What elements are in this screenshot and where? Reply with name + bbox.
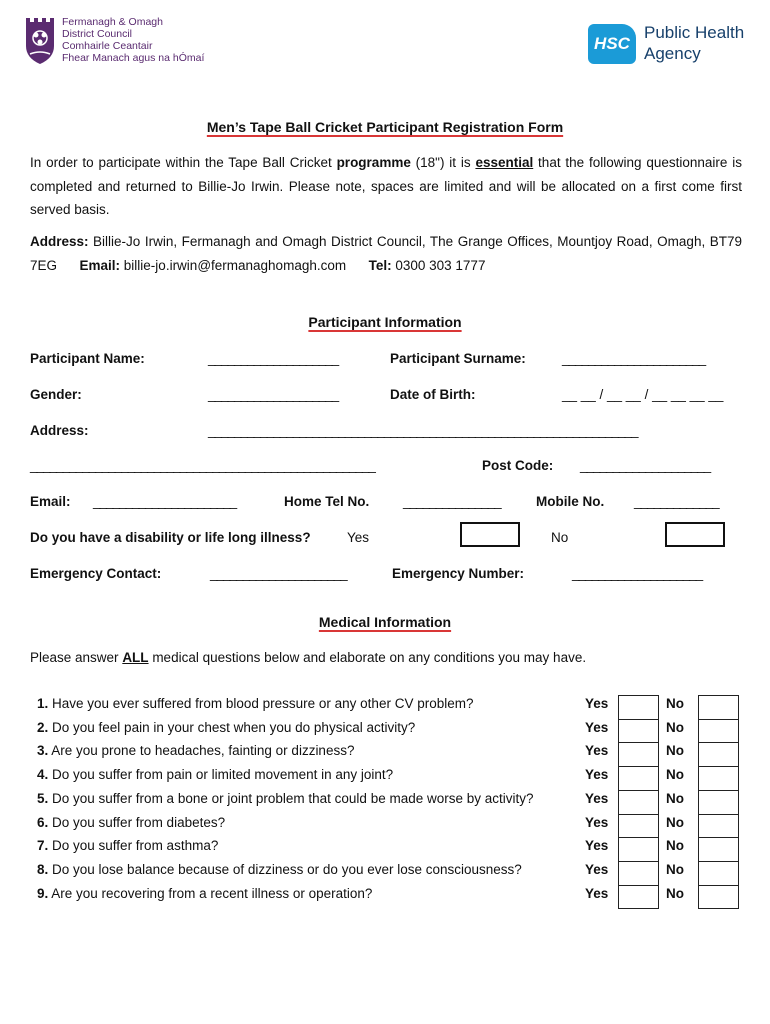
question-number: 9. <box>37 885 49 901</box>
council-name-line: Comhairle Ceantair <box>62 40 153 52</box>
medical-instr-text: Please answer <box>30 650 123 665</box>
intro-essential: essential <box>475 155 534 170</box>
answer-cell-divider <box>618 790 659 791</box>
question-yes-label: Yes <box>585 885 609 901</box>
hsc-logo <box>588 22 748 68</box>
question-no-label: No <box>666 790 684 806</box>
question-no-label: No <box>666 885 684 901</box>
participant-surname-label: Participant Surname: <box>390 351 526 366</box>
contact-paragraph <box>30 230 742 277</box>
medical-question-row <box>37 763 393 787</box>
disability-yes-label: Yes <box>347 530 370 545</box>
question-yes-label: Yes <box>585 767 609 783</box>
medical-question-row <box>37 787 534 811</box>
council-crest-icon <box>24 16 56 66</box>
postcode-field[interactable]: ____________________ <box>580 458 711 473</box>
question-no-label: No <box>666 861 684 877</box>
question-text: Do you suffer from a bone or joint problem that could be made worse by activity? <box>48 790 534 806</box>
contact-email[interactable]: billie-jo.irwin@fermanaghomagh.com <box>120 257 347 273</box>
question-number: 5. <box>37 790 49 806</box>
question-text: Do you suffer from diabetes? <box>48 814 226 830</box>
contact-address-label: Address: <box>30 234 89 249</box>
question-text: Are you prone to headaches, fainting or dizziness? <box>48 743 355 759</box>
question-number: 6. <box>37 814 49 830</box>
question-no-label: No <box>666 767 684 783</box>
participant-name-label: Participant Name: <box>30 351 145 366</box>
participant-heading: Participant Information <box>308 314 462 330</box>
answer-cell-divider <box>618 742 659 743</box>
participant-surname-field[interactable]: ______________________ <box>562 351 706 366</box>
hsc-name-line: Public Health <box>644 23 745 42</box>
disability-yes-checkbox[interactable] <box>460 522 520 547</box>
email-field[interactable]: ______________________ <box>93 494 237 509</box>
emergency-contact-label: Emergency Contact: <box>30 566 162 581</box>
answer-cell-divider <box>698 861 739 862</box>
question-number: 1. <box>37 696 49 711</box>
question-yes-label: Yes <box>585 719 609 735</box>
disability-no-label: No <box>551 530 569 545</box>
question-no-label: No <box>666 719 684 735</box>
answer-cell-divider <box>698 837 739 838</box>
intro-text: In order to participate within the Tape Ball Cricket <box>30 155 337 170</box>
disability-label: Do you have a disability or life long illness? <box>30 530 311 545</box>
emergency-number-field[interactable]: ____________________ <box>572 566 703 581</box>
medical-question-row <box>37 834 218 858</box>
answer-cell-divider <box>618 814 659 815</box>
question-yes-label: Yes <box>585 838 609 854</box>
council-name-line: Fhear Manach agus na hÓmaí <box>62 52 205 64</box>
dob-label: Date of Birth: <box>390 387 476 402</box>
medical-question-row <box>37 739 354 763</box>
no-answer-column[interactable] <box>698 695 739 909</box>
yes-answer-column[interactable] <box>618 695 659 909</box>
question-text: Have you ever suffered from blood pressure or any other CV problem? <box>48 696 474 711</box>
council-name-line: Fermanagh & Omagh <box>62 16 163 28</box>
mobile-label: Mobile No. <box>536 494 605 509</box>
question-text: Do you lose balance because of dizziness or do you ever lose consciousness? <box>48 861 522 877</box>
council-logo <box>24 16 205 68</box>
gender-field[interactable]: ____________________ <box>208 387 339 402</box>
answer-cell-divider <box>618 885 659 886</box>
answer-cell-divider <box>698 766 739 767</box>
medical-instr-text: medical questions below and elaborate on any conditions you may have. <box>148 650 587 665</box>
question-number: 8. <box>37 861 49 877</box>
emergency-number-label: Emergency Number: <box>392 566 525 581</box>
answer-cell-divider <box>698 719 739 720</box>
form-title: Men’s Tape Ball Cricket Participant Registration Form <box>206 119 564 135</box>
answer-cell-divider <box>698 885 739 886</box>
postcode-label: Post Code: <box>482 458 554 473</box>
answer-cell-divider <box>698 742 739 743</box>
medical-question-row <box>37 716 415 740</box>
question-no-label: No <box>666 743 684 759</box>
question-number: 3. <box>37 743 49 759</box>
gender-label: Gender: <box>30 387 82 402</box>
email-label: Email: <box>30 494 71 509</box>
emergency-contact-field[interactable]: _____________________ <box>210 566 347 581</box>
contact-tel-label: Tel: <box>368 257 392 273</box>
contact-email-label: Email: <box>79 257 121 273</box>
contact-tel: 0300 303 1777 <box>391 257 486 273</box>
hsc-name-line: Agency <box>644 44 701 63</box>
question-number: 7. <box>37 838 49 854</box>
intro-paragraph <box>30 151 742 222</box>
intro-text: (18") it is <box>410 155 476 170</box>
question-yes-label: Yes <box>585 743 609 759</box>
intro-programme: programme <box>336 155 411 170</box>
participant-name-field[interactable]: ____________________ <box>208 351 339 366</box>
question-number: 2. <box>37 719 49 735</box>
hometel-field[interactable]: _______________ <box>403 494 501 509</box>
question-yes-label: Yes <box>585 696 609 711</box>
question-yes-label: Yes <box>585 861 609 877</box>
address-field-line2[interactable]: _____________________________________________________ <box>30 458 375 473</box>
question-no-label: No <box>666 838 684 854</box>
medical-question-row <box>37 811 225 835</box>
address-field-line1[interactable]: __________________________________________________________________ <box>208 423 638 438</box>
question-yes-label: Yes <box>585 814 609 830</box>
question-yes-label: Yes <box>585 790 609 806</box>
question-text: Are you recovering from a recent illness or operation? <box>48 885 373 901</box>
medical-question-row <box>37 858 522 882</box>
dob-field[interactable]: __ __ / __ __ / __ __ __ __ <box>562 387 724 402</box>
question-no-label: No <box>666 696 684 711</box>
question-text: Do you suffer from asthma? <box>48 838 219 854</box>
contact-address: Billie-Jo Irwin, Fermanagh and Omagh District Council, The Grange Offices, Mountjoy Road, Omagh, BT79 7EG <box>30 234 742 273</box>
answer-cell-divider <box>618 766 659 767</box>
medical-heading: Medical Information <box>318 614 452 630</box>
medical-instr-all: ALL <box>122 650 149 665</box>
answer-cell-divider <box>618 719 659 720</box>
answer-cell-divider <box>618 837 659 838</box>
question-no-label: No <box>666 814 684 830</box>
disability-no-checkbox[interactable] <box>665 522 725 547</box>
answer-cell-divider <box>618 861 659 862</box>
council-name-line: District Council <box>62 28 133 40</box>
address-label: Address: <box>30 423 89 438</box>
mobile-field[interactable]: _____________ <box>634 494 719 509</box>
question-text: Do you feel pain in your chest when you do physical activity? <box>48 719 416 735</box>
medical-question-row <box>37 692 473 716</box>
medical-question-row <box>37 882 372 906</box>
medical-instructions <box>30 650 586 665</box>
answer-cell-divider <box>698 814 739 815</box>
hometel-label: Home Tel No. <box>284 494 370 509</box>
question-text: Do you suffer from pain or limited movement in any joint? <box>48 767 394 783</box>
intro-text: that the following questionnaire is completed and returned to Billie-Jo Irwin. Please note, spaces are limited and will be allocated on a first come first served basis. <box>30 155 742 217</box>
question-number: 4. <box>37 767 49 783</box>
hsc-badge: HSC <box>588 24 636 64</box>
answer-cell-divider <box>698 790 739 791</box>
